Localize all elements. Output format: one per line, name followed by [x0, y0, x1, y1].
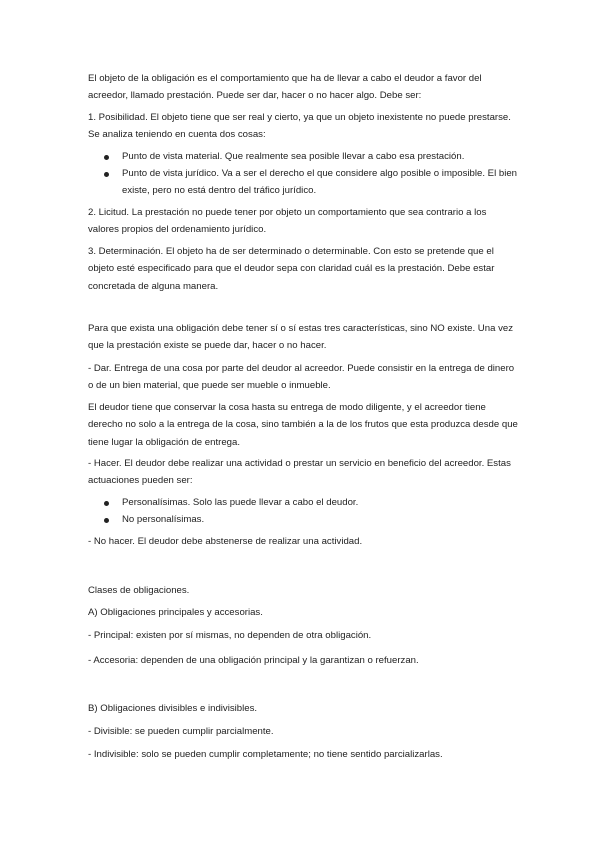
- conservar-paragraph: El deudor tiene que conservar la cosa hasta su entrega de modo diligente, y el acreedor tiene derecho no solo a la entrega de la cosa, sino también a la de los frutos que esta produzca desde que tiene lugar la obligación de entrega.: [88, 402, 518, 448]
- licitud-paragraph: 2. Licitud. La prestación no puede tener por objeto un comportamiento que sea contrario a los valores propios del ordenamiento jurídico.: [88, 207, 487, 236]
- bullet-icon: [104, 172, 109, 177]
- clase-b-heading: B) Obligaciones divisibles e indivisibles.: [88, 703, 258, 714]
- clase-a-heading: A) Obligaciones principales y accesorias.: [88, 607, 263, 618]
- determinacion-paragraph: 3. Determinación. El objeto ha de ser determinado o determinable. Con esto se pretende que el objeto esté especificado para que el deudor sepa con claridad cuál es la prestación. Debe estar concretada de alguna manera.: [88, 246, 495, 292]
- list-item-juridico: Punto de vista jurídico. Va a ser el derecho el que considere algo posible o imposible. El bien existe, pero no está dentro del tráfico jurídico.: [122, 168, 518, 197]
- list-item-no-personalisimas: No personalísimas.: [122, 514, 205, 525]
- intro-paragraph: El objeto de la obligación es el comportamiento que ha de llevar a cabo el deudor a favor del acreedor, llamado prestación. Puede ser dar, hacer o no hacer algo. Debe ser:: [88, 73, 482, 102]
- posibilidad-paragraph: 1. Posibilidad. El objeto tiene que ser real y cierto, ya que un objeto inexistente no puede prestarse. Se analiza teniendo en cuenta dos cosas:: [88, 112, 511, 141]
- indivisible-paragraph: - Indivisible: solo se pueden cumplir completamente; no tiene sentido parcializarlas.: [88, 749, 443, 760]
- bullet-icon: [104, 155, 109, 160]
- clases-heading: Clases de obligaciones.: [88, 585, 190, 596]
- divisible-paragraph: - Divisible: se pueden cumplir parcialmente.: [88, 726, 274, 737]
- existencia-paragraph: Para que exista una obligación debe tener sí o sí estas tres características, sino NO existe. Una vez que la prestación existe se puede dar, hacer o no hacer.: [88, 323, 514, 352]
- principal-paragraph: - Principal: existen por sí mismas, no dependen de otra obligación.: [88, 630, 372, 641]
- dar-paragraph: - Dar. Entrega de una cosa por parte del deudor al acreedor. Puede consistir en la entrega de dinero o de un bien material, que puede ser mueble o inmueble.: [88, 363, 515, 392]
- bullet-icon: [104, 518, 109, 523]
- bullet-icon: [104, 501, 109, 506]
- list-item-personalisimas: Personalísimas. Solo las puede llevar a cabo el deudor.: [122, 497, 359, 508]
- no-hacer-paragraph: - No hacer. El deudor debe abstenerse de realizar una actividad.: [88, 536, 363, 547]
- accesoria-paragraph: - Accesoria: dependen de una obligación principal y la garantizan o refuerzan.: [88, 655, 419, 666]
- list-item-material: Punto de vista material. Que realmente sea posible llevar a cabo esa prestación.: [122, 151, 465, 162]
- hacer-paragraph: - Hacer. El deudor debe realizar una actividad o prestar un servicio en beneficio del acreedor. Estas actuaciones pueden ser:: [88, 458, 511, 487]
